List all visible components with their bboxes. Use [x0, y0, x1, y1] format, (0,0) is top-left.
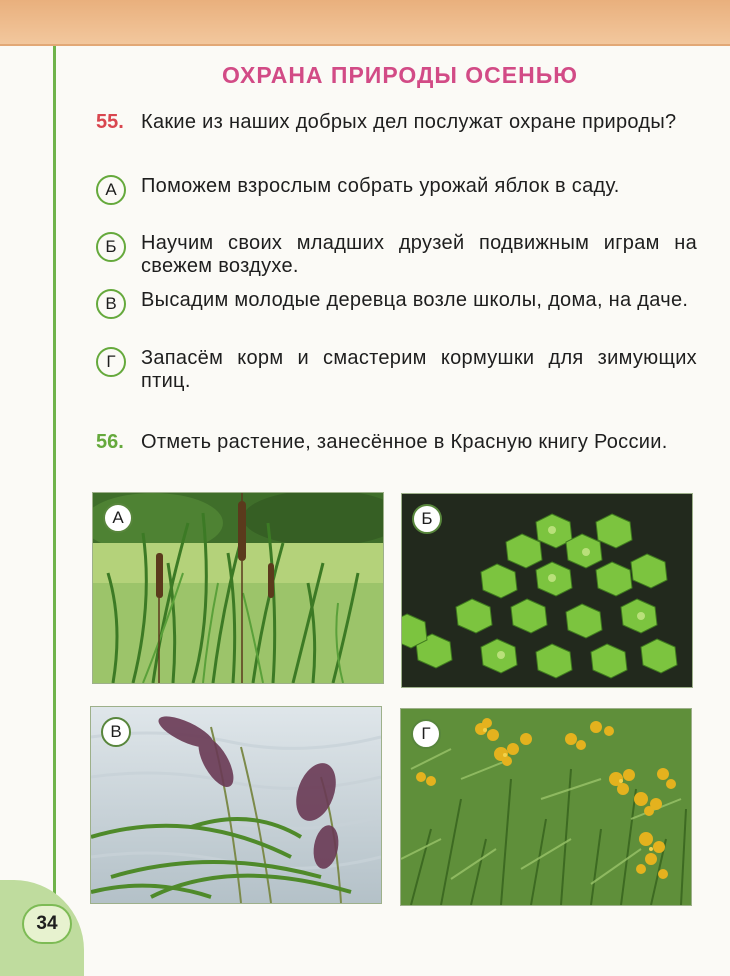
photo-g-label: Г	[411, 719, 441, 749]
task-55-option-a-text: Поможем взрослым собрать урожай яблок в саду.	[141, 175, 620, 197]
page-number: 34	[22, 904, 72, 944]
reed-photo-icon	[91, 707, 381, 903]
task-55-question: Какие из наших добрых дел послужат охране природы?	[141, 111, 677, 133]
task-55-number: 55.	[96, 111, 124, 133]
tansy-photo-icon	[401, 709, 691, 905]
photo-a-label: А	[103, 503, 133, 533]
photo-reed[interactable]	[90, 706, 382, 904]
page-top-band	[0, 0, 730, 44]
task-55-option-v-checkbox[interactable]: В	[96, 289, 126, 319]
photo-v-label: В	[101, 717, 131, 747]
task-55-option-b-text: Научим своих младших друзей подвижным играм на свежем воздухе.	[141, 232, 697, 277]
page-top-band-edge	[0, 44, 730, 46]
task-55-option-a-checkbox[interactable]: А	[96, 175, 126, 205]
task-55-option-v-text: Высадим молодые деревца возле школы, дома, на даче.	[141, 289, 689, 311]
photo-tansy[interactable]	[400, 708, 692, 906]
photo-water-chestnut[interactable]	[401, 493, 693, 688]
cattail-photo-icon	[93, 493, 383, 683]
task-55-option-g-text: Запасём корм и смастерим кормушки для зимующих птиц.	[141, 347, 697, 392]
photo-cattail[interactable]	[92, 492, 384, 684]
page-title: ОХРАНА ПРИРОДЫ ОСЕНЬЮ	[222, 62, 578, 88]
margin-line	[53, 46, 56, 896]
task-56-number: 56.	[96, 431, 124, 453]
water-chestnut-photo-icon	[402, 494, 692, 687]
task-55-option-b-checkbox[interactable]: Б	[96, 232, 126, 262]
photo-b-label: Б	[412, 504, 442, 534]
task-55-option-g-checkbox[interactable]: Г	[96, 347, 126, 377]
task-56-question: Отметь растение, занесённое в Красную книгу России.	[141, 431, 668, 453]
